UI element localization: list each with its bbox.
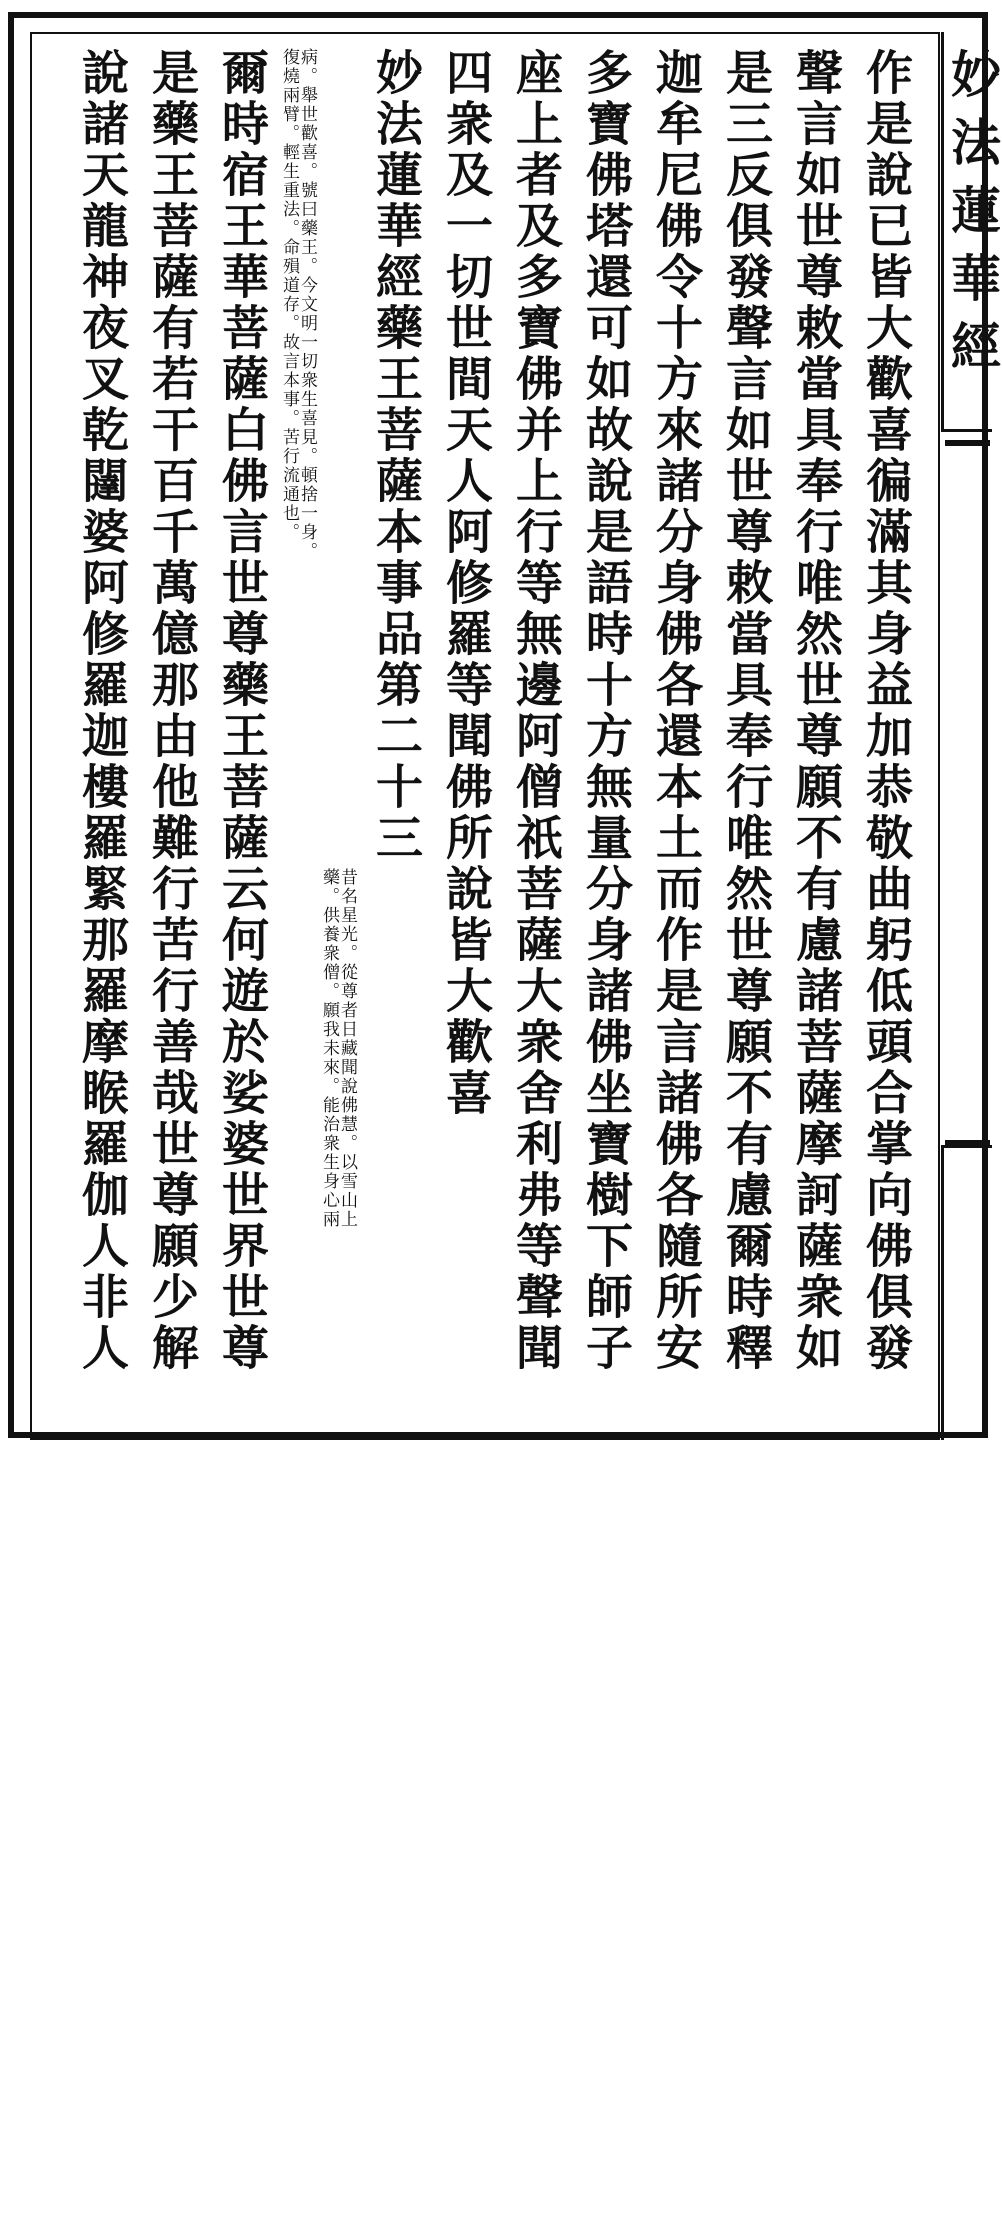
text-column-6: 座上者及多寶佛并上行等無邊阿僧祇菩薩大衆舍利弗等聲聞 xyxy=(508,48,563,1374)
text-column-2: 聲言如世尊敕當具奉行唯然世尊願不有慮諸菩薩摩訶薩衆如 xyxy=(788,48,843,1374)
commentary-line-2: 復燒兩臂。輕生重法。命殞道存。故言本事。苦行流通也。 xyxy=(279,48,299,542)
text-column-3: 是三反俱發聲言如世尊敕當具奉行唯然世尊願不有慮爾時釋 xyxy=(718,48,773,1374)
commentary-line-1: 病。舉世歡喜。號曰藥王。今文明一切衆生喜見。頓捨一身。 xyxy=(297,48,317,561)
chapter-heading xyxy=(360,48,430,1418)
margin-divider-top xyxy=(945,440,990,446)
text-column-1: 作是說已皆大歡喜徧滿其身益加恭敬曲躬低頭合掌向佛俱發 xyxy=(858,48,913,1374)
chapter-note-line-1: 昔名星光。從尊者日藏聞說佛慧。以雪山上 xyxy=(337,868,357,1229)
chapter-note-line-2: 藥。供養衆僧。願我未來。能治衆生身心兩 xyxy=(319,868,339,1229)
chapter-note xyxy=(320,48,356,1418)
text-column-9: 是藥王菩薩有若干百千萬億那由他難行苦行善哉世尊願少解 xyxy=(144,48,199,1374)
text-column-4: 迦牟尼佛令十方來諸分身佛各還本土而作是言諸佛各隨所安 xyxy=(648,48,703,1374)
margin-title-box xyxy=(941,32,1002,432)
text-column-10: 說諸天龍神夜叉乾闥婆阿修羅迦樓羅緊那羅摩睺羅伽人非人 xyxy=(74,48,129,1374)
chapter-title: 妙法蓮華經藥王菩薩本事品第二十三 xyxy=(368,48,423,864)
text-column-8: 爾時宿王華菩薩白佛言世尊藥王菩薩云何遊於娑婆世界世尊 xyxy=(214,48,269,1374)
margin-lower-box xyxy=(941,1145,992,1440)
commentary-note xyxy=(280,48,316,1418)
text-column-7: 四衆及一切世間天人阿修羅等聞佛所說皆大歡喜 xyxy=(438,48,493,1119)
scripture-text xyxy=(60,48,920,1418)
text-column-5: 多寶佛塔還可如故說是語時十方無量分身諸佛坐寶樹下師子 xyxy=(578,48,633,1374)
margin-title: 妙法蓮華經 xyxy=(943,48,1002,388)
